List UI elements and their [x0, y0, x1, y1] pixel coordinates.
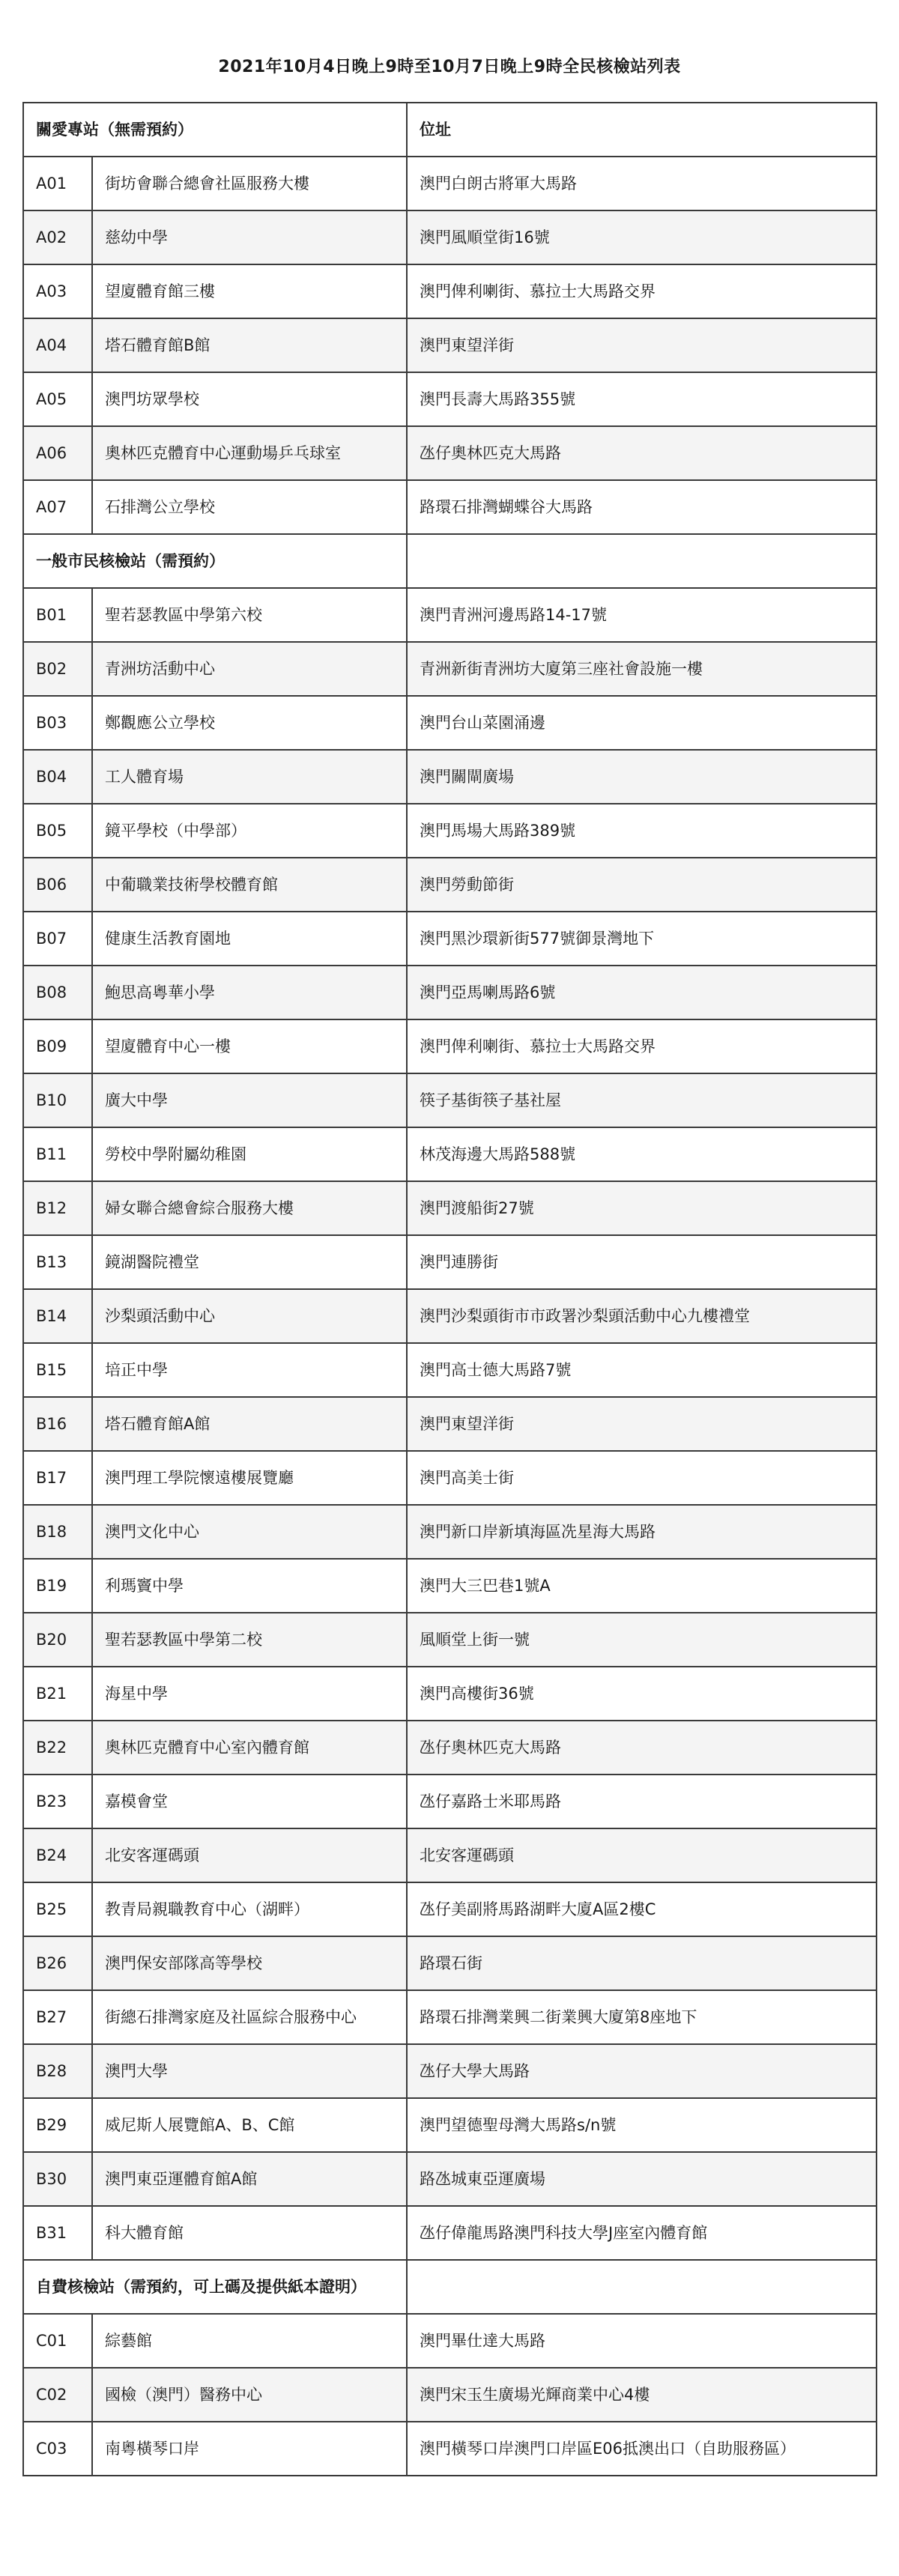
site-address: 路環石排灣蝴蝶谷大馬路: [407, 480, 877, 534]
site-address: 澳門高美士街: [407, 1451, 877, 1505]
site-name: 勞校中學附屬幼稚園: [92, 1127, 407, 1181]
site-address: 澳門連勝街: [407, 1235, 877, 1289]
site-name: 聖若瑟教區中學第六校: [92, 588, 407, 642]
site-address: 澳門白朗古將軍大馬路: [407, 157, 877, 210]
site-address: 氹仔奧林匹克大馬路: [407, 426, 877, 480]
site-address: 青洲新街青洲坊大廈第三座社會設施一樓: [407, 642, 877, 696]
site-code: B28: [23, 2044, 92, 2098]
site-address: 氹仔偉龍馬路澳門科技大學J座室內體育館: [407, 2206, 877, 2260]
site-address: 風順堂上街一號: [407, 1613, 877, 1667]
site-name: 健康生活教育園地: [92, 912, 407, 966]
site-name: 廣大中學: [92, 1073, 407, 1127]
testing-sites-table: [22, 102, 877, 2476]
site-name: 澳門理工學院懷遠樓展覽廳: [92, 1451, 407, 1505]
table-row: [23, 372, 877, 426]
site-name: 澳門文化中心: [92, 1505, 407, 1559]
site-address: 澳門渡船街27號: [407, 1181, 877, 1235]
table-row: [23, 426, 877, 480]
site-address: 澳門台山菜園涌邊: [407, 696, 877, 750]
site-code: C01: [23, 2314, 92, 2368]
table-row: [23, 804, 877, 858]
site-address: 澳門大三巴巷1號A: [407, 1559, 877, 1613]
site-address: 澳門馬場大馬路389號: [407, 804, 877, 858]
empty-cell: [407, 534, 877, 588]
site-code: B25: [23, 1882, 92, 1936]
site-code: B08: [23, 966, 92, 1019]
site-code: B05: [23, 804, 92, 858]
site-address: 林茂海邊大馬路588號: [407, 1127, 877, 1181]
table-row: [23, 264, 877, 318]
section-header-row: [23, 103, 877, 157]
site-code: A06: [23, 426, 92, 480]
site-name: 望廈體育中心一樓: [92, 1019, 407, 1073]
site-code: B26: [23, 1936, 92, 1990]
site-name: 鄭觀應公立學校: [92, 696, 407, 750]
table-row: [23, 1721, 877, 1775]
site-code: B14: [23, 1289, 92, 1343]
site-address: 路氹城東亞運廣場: [407, 2152, 877, 2206]
site-code: B18: [23, 1505, 92, 1559]
site-code: B07: [23, 912, 92, 966]
site-address: 澳門俾利喇街、慕拉士大馬路交界: [407, 264, 877, 318]
site-name: 綜藝館: [92, 2314, 407, 2368]
table-row: [23, 1451, 877, 1505]
table-row: [23, 1289, 877, 1343]
site-name: 培正中學: [92, 1343, 407, 1397]
site-code: B23: [23, 1775, 92, 1828]
site-code: B03: [23, 696, 92, 750]
site-name: 沙梨頭活動中心: [92, 1289, 407, 1343]
site-address: 澳門長壽大馬路355號: [407, 372, 877, 426]
site-name: 南粵橫琴口岸: [92, 2422, 407, 2476]
site-name: 工人體育場: [92, 750, 407, 804]
site-address: 氹仔大學大馬路: [407, 2044, 877, 2098]
site-code: B06: [23, 858, 92, 912]
table-row: [23, 858, 877, 912]
site-address: 氹仔嘉路士米耶馬路: [407, 1775, 877, 1828]
table-row: [23, 1127, 877, 1181]
table-row: [23, 2152, 877, 2206]
section-title: 一般市民核檢站（需預約）: [23, 534, 407, 588]
site-address: 澳門新口岸新填海區冼星海大馬路: [407, 1505, 877, 1559]
section-header-row: [23, 2260, 877, 2314]
table-row: [23, 480, 877, 534]
site-name: 北安客運碼頭: [92, 1828, 407, 1882]
site-name: 科大體育館: [92, 2206, 407, 2260]
table-row: [23, 1775, 877, 1828]
site-address: 澳門宋玉生廣場光輝商業中心4樓: [407, 2368, 877, 2422]
table-row: [23, 588, 877, 642]
table-row: [23, 2206, 877, 2260]
site-address: 澳門望德聖母灣大馬路s/n號: [407, 2098, 877, 2152]
site-code: B16: [23, 1397, 92, 1451]
table-row: [23, 1667, 877, 1721]
site-address: 北安客運碼頭: [407, 1828, 877, 1882]
site-address: 澳門青洲河邊馬路14-17號: [407, 588, 877, 642]
site-code: B09: [23, 1019, 92, 1073]
site-code: B17: [23, 1451, 92, 1505]
site-address: 澳門關閘廣場: [407, 750, 877, 804]
table-row: [23, 750, 877, 804]
site-address: 澳門沙梨頭街市市政署沙梨頭活動中心九樓禮堂: [407, 1289, 877, 1343]
location-column-header: 位址: [407, 103, 877, 157]
site-address: 氹仔奧林匹克大馬路: [407, 1721, 877, 1775]
site-address: 澳門橫琴口岸澳門口岸區E06抵澳出口（自助服務區）: [407, 2422, 877, 2476]
site-name: 國檢（澳門）醫務中心: [92, 2368, 407, 2422]
table-row: [23, 966, 877, 1019]
site-name: 聖若瑟教區中學第二校: [92, 1613, 407, 1667]
table-row: [23, 2422, 877, 2476]
section-title: 自費核檢站（需預約，可上碼及提供紙本證明）: [23, 2260, 407, 2314]
site-address: 澳門亞馬喇馬路6號: [407, 966, 877, 1019]
site-code: B21: [23, 1667, 92, 1721]
site-code: B20: [23, 1613, 92, 1667]
table-row: [23, 1181, 877, 1235]
table-row: [23, 2044, 877, 2098]
site-address: 路環石街: [407, 1936, 877, 1990]
table-row: [23, 912, 877, 966]
site-code: A01: [23, 157, 92, 210]
site-address: 澳門東望洋街: [407, 318, 877, 372]
table-row: [23, 1235, 877, 1289]
site-name: 塔石體育館B館: [92, 318, 407, 372]
site-name: 塔石體育館A館: [92, 1397, 407, 1451]
site-name: 海星中學: [92, 1667, 407, 1721]
site-code: B01: [23, 588, 92, 642]
site-address: 氹仔美副將馬路湖畔大廈A區2樓C: [407, 1882, 877, 1936]
table-body: [23, 103, 877, 2476]
site-code: A03: [23, 264, 92, 318]
site-code: B19: [23, 1559, 92, 1613]
table-row: [23, 1559, 877, 1613]
site-code: B29: [23, 2098, 92, 2152]
site-address: 澳門高樓街36號: [407, 1667, 877, 1721]
table-row: [23, 2314, 877, 2368]
table-row: [23, 1073, 877, 1127]
site-code: B15: [23, 1343, 92, 1397]
site-code: C02: [23, 2368, 92, 2422]
site-code: B24: [23, 1828, 92, 1882]
site-code: B10: [23, 1073, 92, 1127]
table-row: [23, 2368, 877, 2422]
site-name: 奧林匹克體育中心運動場乒乓球室: [92, 426, 407, 480]
site-code: B12: [23, 1181, 92, 1235]
site-name: 威尼斯人展覽館A、B、C館: [92, 2098, 407, 2152]
site-address: 澳門畢仕達大馬路: [407, 2314, 877, 2368]
site-code: B11: [23, 1127, 92, 1181]
site-name: 鏡湖醫院禮堂: [92, 1235, 407, 1289]
site-code: A04: [23, 318, 92, 372]
page-title: 2021年10月4日晚上9時至10月7日晚上9時全民核檢站列表: [218, 58, 681, 76]
site-code: B02: [23, 642, 92, 696]
site-address: 路環石排灣業興二街業興大廈第8座地下: [407, 1990, 877, 2044]
site-name: 鮑思高粵華小學: [92, 966, 407, 1019]
site-name: 石排灣公立學校: [92, 480, 407, 534]
table-row: [23, 2098, 877, 2152]
site-code: A02: [23, 210, 92, 264]
site-name: 青洲坊活動中心: [92, 642, 407, 696]
table-row: [23, 1019, 877, 1073]
site-name: 澳門大學: [92, 2044, 407, 2098]
site-name: 澳門保安部隊高等學校: [92, 1936, 407, 1990]
table-row: [23, 210, 877, 264]
site-name: 街坊會聯合總會社區服務大樓: [92, 157, 407, 210]
table-row: [23, 1343, 877, 1397]
site-name: 街總石排灣家庭及社區綜合服務中心: [92, 1990, 407, 2044]
table-row: [23, 318, 877, 372]
site-name: 鏡平學校（中學部）: [92, 804, 407, 858]
site-name: 澳門坊眾學校: [92, 372, 407, 426]
site-address: 澳門俾利喇街、慕拉士大馬路交界: [407, 1019, 877, 1073]
site-code: B27: [23, 1990, 92, 2044]
site-code: A05: [23, 372, 92, 426]
table-row: [23, 1990, 877, 2044]
site-name: 嘉模會堂: [92, 1775, 407, 1828]
site-address: 澳門黑沙環新街577號御景灣地下: [407, 912, 877, 966]
site-address: 筷子基街筷子基社屋: [407, 1073, 877, 1127]
table-row: [23, 1613, 877, 1667]
site-name: 澳門東亞運體育館A館: [92, 2152, 407, 2206]
site-code: B30: [23, 2152, 92, 2206]
site-name: 望廈體育館三樓: [92, 264, 407, 318]
site-address: 澳門風順堂街16號: [407, 210, 877, 264]
site-name: 婦女聯合總會綜合服務大樓: [92, 1181, 407, 1235]
table-row: [23, 1936, 877, 1990]
site-name: 中葡職業技術學校體育館: [92, 858, 407, 912]
site-address: 澳門高士德大馬路7號: [407, 1343, 877, 1397]
table-row: [23, 696, 877, 750]
table-row: [23, 1505, 877, 1559]
site-code: B31: [23, 2206, 92, 2260]
site-code: C03: [23, 2422, 92, 2476]
table-row: [23, 1397, 877, 1451]
site-name: 奧林匹克體育中心室內體育館: [92, 1721, 407, 1775]
table-row: [23, 642, 877, 696]
site-name: 教青局親職教育中心（湖畔）: [92, 1882, 407, 1936]
site-code: B04: [23, 750, 92, 804]
site-code: A07: [23, 480, 92, 534]
section-header-row: [23, 534, 877, 588]
site-address: 澳門東望洋街: [407, 1397, 877, 1451]
table-row: [23, 1882, 877, 1936]
site-name: 利瑪竇中學: [92, 1559, 407, 1613]
site-address: 澳門勞動節街: [407, 858, 877, 912]
site-name: 慈幼中學: [92, 210, 407, 264]
empty-cell: [407, 2260, 877, 2314]
table-row: [23, 1828, 877, 1882]
table-row: [23, 157, 877, 210]
section-title: 關愛專站（無需預約）: [23, 103, 407, 157]
site-code: B22: [23, 1721, 92, 1775]
site-code: B13: [23, 1235, 92, 1289]
